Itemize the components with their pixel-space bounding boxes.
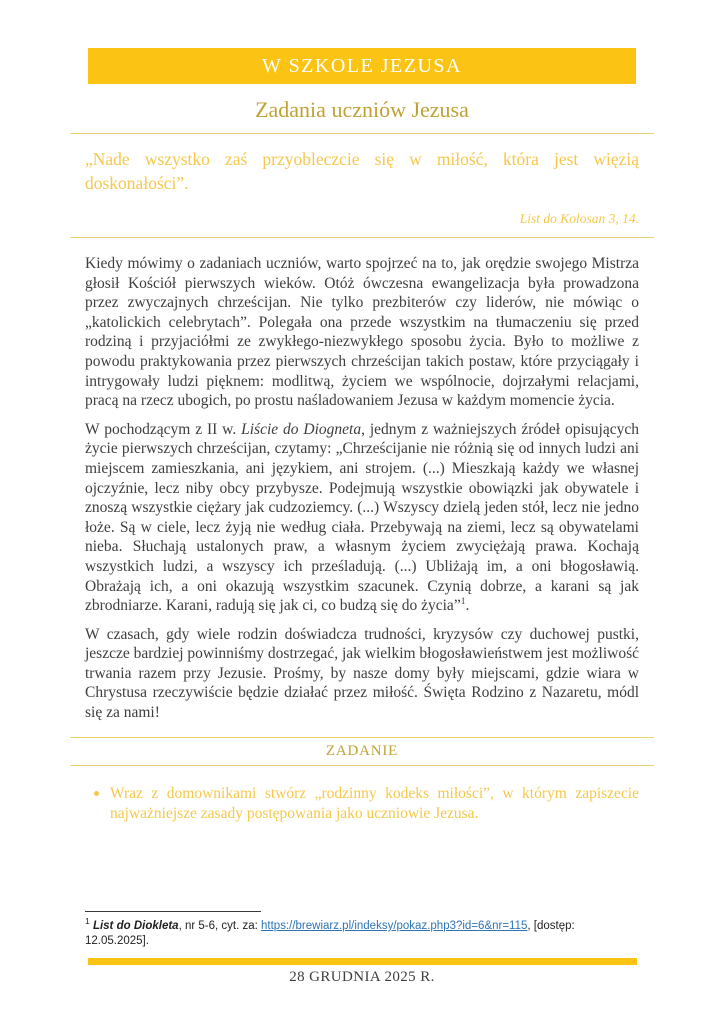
paragraph bbox=[85, 625, 639, 723]
paragraph bbox=[85, 254, 639, 411]
paragraph bbox=[85, 420, 639, 616]
footnote-access-date: , [dostęp: 12.05.2025]. bbox=[85, 920, 575, 947]
paragraph-text: , jednym z ważniejszych źródeł opisujących życie pierwszych chrześcijan, czytamy: „Chrześcijanie nie różnią się od innych ludzi ani miejscem zamieszkania, ani językiem, ani strojem. (...) Mieszkają każdy we własnej ojczyźnie, lecz niby obcy przybysze. Podejmują wszystkie obowiązki jak obywatele i znoszą wszystkie ciężary jak cudzoziemcy. (...) Wszyscy dzielą jeden stół, lecz nie jedno łoże. Są w ciele, lecz żyją nie według ciała. Przebywają na ziemi, lecz są obywatelami nieba. Słuchają ustalonych praw, a własnym życiem zwyciężają prawa. Kochają wszystkich ludzi, a wszyscy ich prześladują. (...) Ubliżają im, a oni błogosławią. Obrażają ich, a oni okazują wszystkim szacunek. Czynią dobrze, a karani są jak zbrodniarze. Karani, radują się jak ci, co budzą się do życia” bbox=[85, 420, 639, 615]
footnote-marker: 1 bbox=[85, 916, 90, 927]
footnote-source: List do Diokleta bbox=[92, 920, 179, 932]
footer-date: 28 GRUDNIA 2025 R. bbox=[289, 969, 435, 985]
header-banner bbox=[88, 48, 636, 84]
task-section-heading bbox=[70, 737, 654, 766]
scripture-quote-section bbox=[70, 133, 654, 238]
task-heading-label: ZADANIE bbox=[325, 742, 399, 759]
paragraph-text: . bbox=[465, 597, 470, 615]
header-banner-label: W SZKOLE JEZUSA bbox=[262, 54, 462, 77]
scripture-quote-text: „Nade wszystko zaś przyobleczcie się w miłość, która jest więzią doskonałości”. bbox=[85, 149, 639, 193]
task-bullet-text: Wraz z domownikami stwórz „rodzinny kodeks miłości”, w którym zapiszecie najważniejsze zasady postępowania jako uczniowie Jezusa. bbox=[110, 784, 639, 822]
footnote bbox=[85, 916, 640, 949]
book-title-italic: Liście do Diogneta bbox=[241, 420, 362, 438]
footnote-separator bbox=[85, 911, 261, 912]
article-body bbox=[70, 238, 654, 723]
bullet-icon bbox=[94, 791, 99, 796]
paragraph-text: Kiedy mówimy o zadaniach uczniów, warto spojrzeć na to, jak orędzie swojego Mistrza głosił Kościół pierwszych wieków. Otóż ówczesna ewangelizacja była prowadzona przez zwyczajnych chrześcijan. Nie tylko prezbiterów czy liderów, nie mówiąc o „katolickich celebrytach”. Polegała ona przede wszystkim na tłumaczeniu się przed rodziną i przyjaciółmi ze zwykłego-niezwykłego sposobu życia. Było to możliwe z powodu praktykowania przez pierwszych chrześcijan takich postaw, które przyciągały i intrygowały ludzi pięknem: modlitwą, życiem we wspólnocie, dojrzałymi relacjami, pracą na rzecz ubogich, po prostu naśladowaniem Jezusa w każdym momencie życia. bbox=[85, 255, 639, 410]
footnote-details: , nr 5-6, cyt. za: bbox=[178, 920, 262, 932]
footnote-link[interactable]: https://brewiarz.pl/indeksy/pokaz.php3?id=6&nr=115 bbox=[261, 920, 528, 932]
content-column bbox=[70, 48, 654, 824]
task-list bbox=[70, 766, 654, 824]
list-item bbox=[85, 784, 639, 824]
footnote-reference: 1 bbox=[460, 596, 466, 607]
scripture-quote-source: List do Kolosan 3, 14. bbox=[519, 211, 639, 226]
paragraph-text: W czasach, gdy wiele rodzin doświadcza trudności, kryzysów czy duchowej pustki, jeszcze bardziej powinniśmy dostrzegać, jak wielkim błogosławieństwem jest możliwość trwania razem przy Jezusie. Prośmy, by nasze domy były miejscami, gdzie wiara w Chrystusa rzeczywiście będzie działać przez miłość. Święta Rodzino z Nazaretu, módl się za nami! bbox=[85, 625, 639, 722]
paragraph-text: W pochodzącym z II w. bbox=[85, 420, 242, 438]
footnote-area bbox=[85, 911, 640, 949]
page-title: Zadania uczniów Jezusa bbox=[255, 97, 469, 122]
footer-rule bbox=[88, 958, 637, 965]
